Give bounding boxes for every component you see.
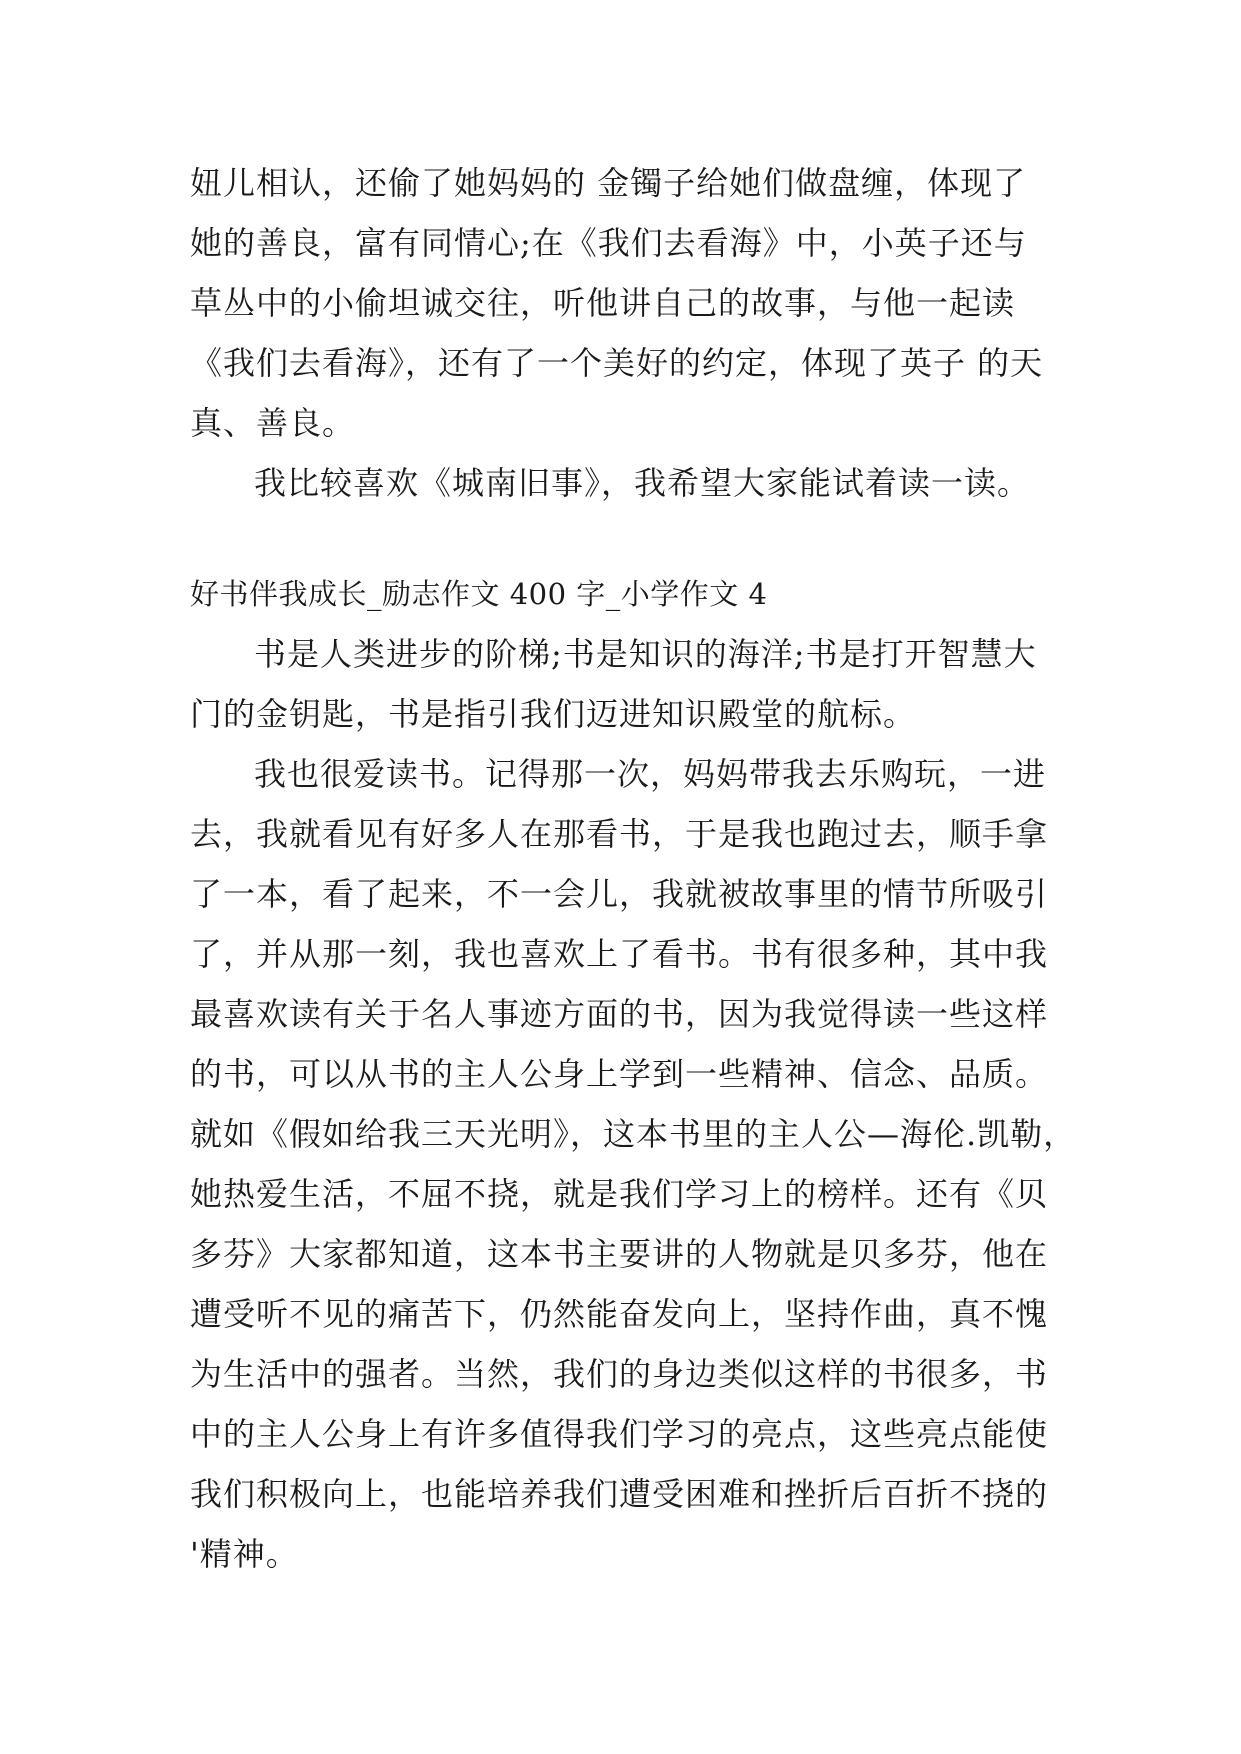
text-line: 书是人类进步的阶梯;书是知识的海洋;书是打开智慧大 [254,635,1037,673]
text-line: 了一本，看了起来，不一会儿，我就被故事里的情节所吸引 [190,875,1049,913]
text-line: 草丛中的小偷坦诚交往，听他讲自己的故事，与他一起读 [190,284,1016,322]
text-line: 她的善良，富有同情心;在《我们去看海》中，小英子还与 [190,224,1027,262]
text-line: 门的金钥匙，书是指引我们迈进知识殿堂的航标。 [190,695,917,733]
text-line: 我也很爱读书。记得那一次，妈妈带我去乐购玩，一进 [254,755,1047,793]
text-line: 我们积极向上，也能培养我们遭受困难和挫折后百折不挠的 [190,1475,1049,1513]
text-line: 遭受听不见的痛苦下，仍然能奋发向上，坚持作曲，真不愧 [190,1295,1049,1333]
text-line: 就如《假如给我三天光明》，这本书里的主人公—海伦.凯勒， [190,1115,1077,1153]
closing-paragraph: 我比较喜欢《城南旧事》，我希望大家能试着读一读。 [254,464,1031,502]
text-line: 了，并从那一刻，我也喜欢上了看书。书有很多种，其中我 [190,935,1049,973]
text-line: 真、善良。 [190,404,356,442]
text-line: 她热爱生活，不屈不挠，就是我们学习上的榜样。还有《贝 [190,1175,1049,1213]
text-line: 为生活中的强者。当然，我们的身边类似这样的书很多，书 [190,1355,1049,1393]
section-title: 好书伴我成长_励志作文 400 字_小学作文 4 [190,577,768,611]
text-line: 《我们去看海》，还有了一个美好的约定，体现了英子 的天 [190,344,1044,382]
text-line: 去，我就看见有好多人在那看书，于是我也跑过去，顺手拿 [190,815,1049,853]
text-line: 妞儿相认，还偷了她妈妈的 金镯子给她们做盘缠，体现了 [190,164,1027,202]
text-line: 多芬》大家都知道，这本书主要讲的人物就是贝多芬，他在 [190,1235,1049,1273]
text-line: 中的主人公身上有许多值得我们学习的亮点，这些亮点能使 [190,1415,1049,1453]
text-line: 的书，可以从书的主人公身上学到一些精神、信念、品质。 [190,1055,1049,1093]
text-line: 最喜欢读有关于名人事迹方面的书，因为我觉得读一些这样 [190,995,1049,1033]
text-line: '精神。 [190,1535,299,1573]
